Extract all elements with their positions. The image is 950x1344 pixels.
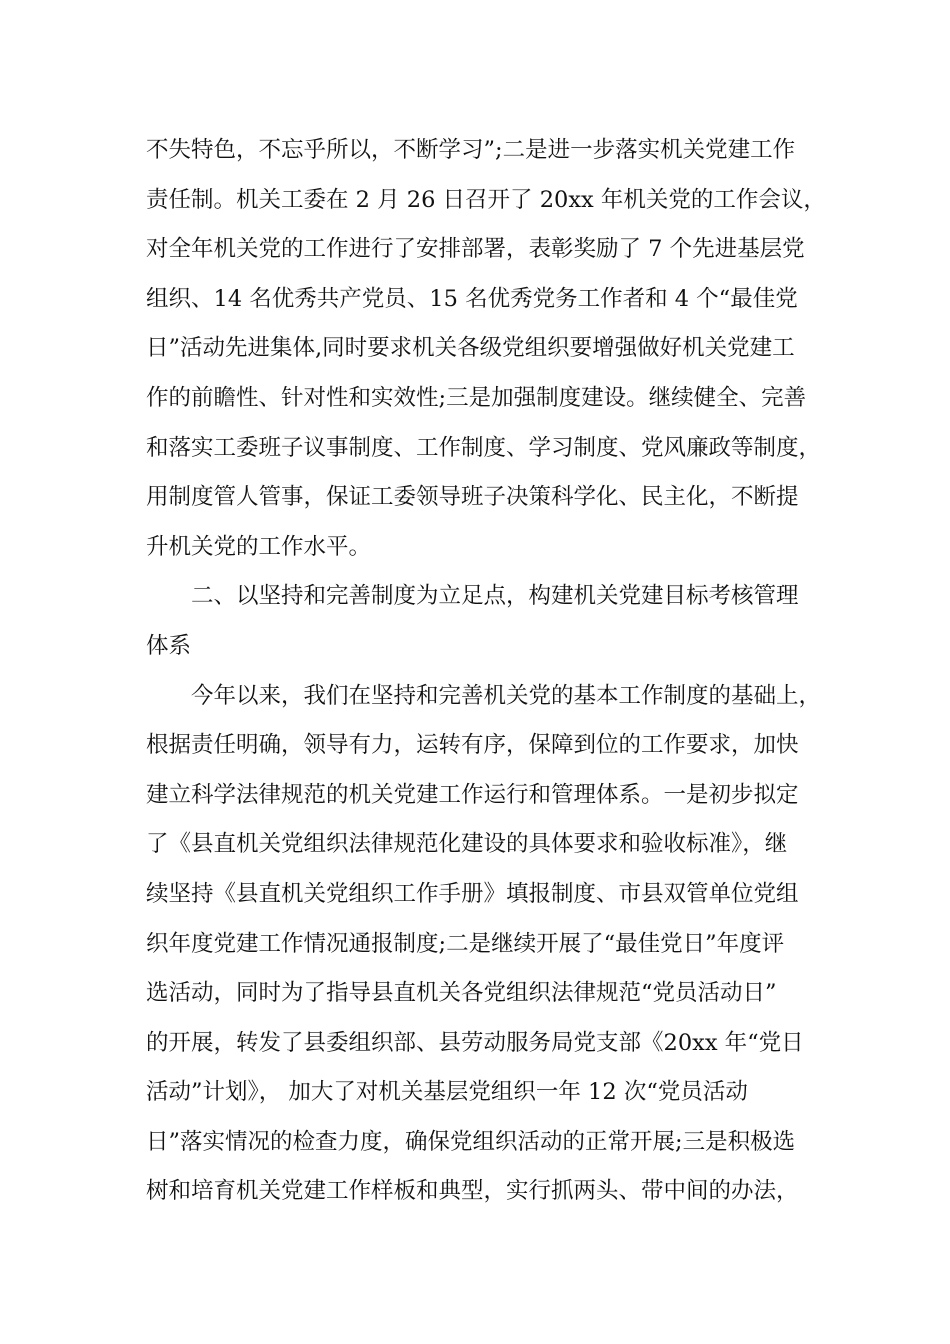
text-line: 日”活动先进集体,同时要求机关各级党组织要增强做好机关党建工 <box>146 335 795 362</box>
text-line: 续坚持《县直机关党组织工作手册》填报制度、市县双管单位党组 <box>146 880 799 907</box>
text-line: 和落实工委班子议事制度、工作制度、学习制度、党风廉政等制度， <box>146 434 822 461</box>
text-line: 责任制。机关工委在 2 月 26 日召开了 20xx 年机关党的工作会议， <box>146 186 826 213</box>
text-line: 选活动，同时为了指导县直机关各党组织法律规范“党员活动日” <box>146 980 777 1007</box>
text-line: 作的前瞻性、针对性和实效性;三是加强制度建设。继续健全、完善 <box>146 384 807 411</box>
section-heading-line: 二、以坚持和完善制度为立足点，构建机关党建目标考核管理 <box>146 583 799 610</box>
text-line: 建立科学法律规范的机关党建工作运行和管理体系。一是初步拟定 <box>146 781 799 808</box>
body-text <box>146 126 826 1217</box>
text-line: 根据责任明确，领导有力，运转有序，保障到位的工作要求，加快 <box>146 732 799 759</box>
text-line: 今年以来，我们在坚持和完善机关党的基本工作制度的基础上， <box>146 682 822 709</box>
text-line: 了《县直机关党组织法律规范化建设的具体要求和验收标准》，继 <box>146 831 788 858</box>
text-line: 升机关党的工作水平。 <box>146 533 372 560</box>
text-line: 的开展，转发了县委组织部、县劳动服务局党支部《20xx 年“党日 <box>146 1029 804 1056</box>
text-line: 对全年机关党的工作进行了安排部署，表彰奖励了 7 个先进基层党 <box>146 236 805 263</box>
text-line: 组织、14 名优秀共产党员、15 名优秀党务工作者和 4 个“最佳党 <box>146 285 798 312</box>
section-heading-line: 体系 <box>146 632 192 659</box>
text-line: 树和培育机关党建工作样板和典型，实行抓两头、带中间的办法， <box>146 1178 799 1205</box>
text-line: 织年度党建工作情况通报制度;二是继续开展了“最佳党日”年度评 <box>146 930 785 957</box>
text-line: 用制度管人管事，保证工委领导班子决策科学化、民主化，不断提 <box>146 484 799 511</box>
text-line: 日”落实情况的检查力度，确保党组织活动的正常开展;三是积极选 <box>146 1128 796 1155</box>
text-line: 活动”计划》， 加大了对机关基层党组织一年 12 次“党员活动 <box>146 1079 748 1106</box>
text-line: 不失特色，不忘乎所以，不断学习”;二是进一步落实机关党建工作 <box>146 137 796 163</box>
